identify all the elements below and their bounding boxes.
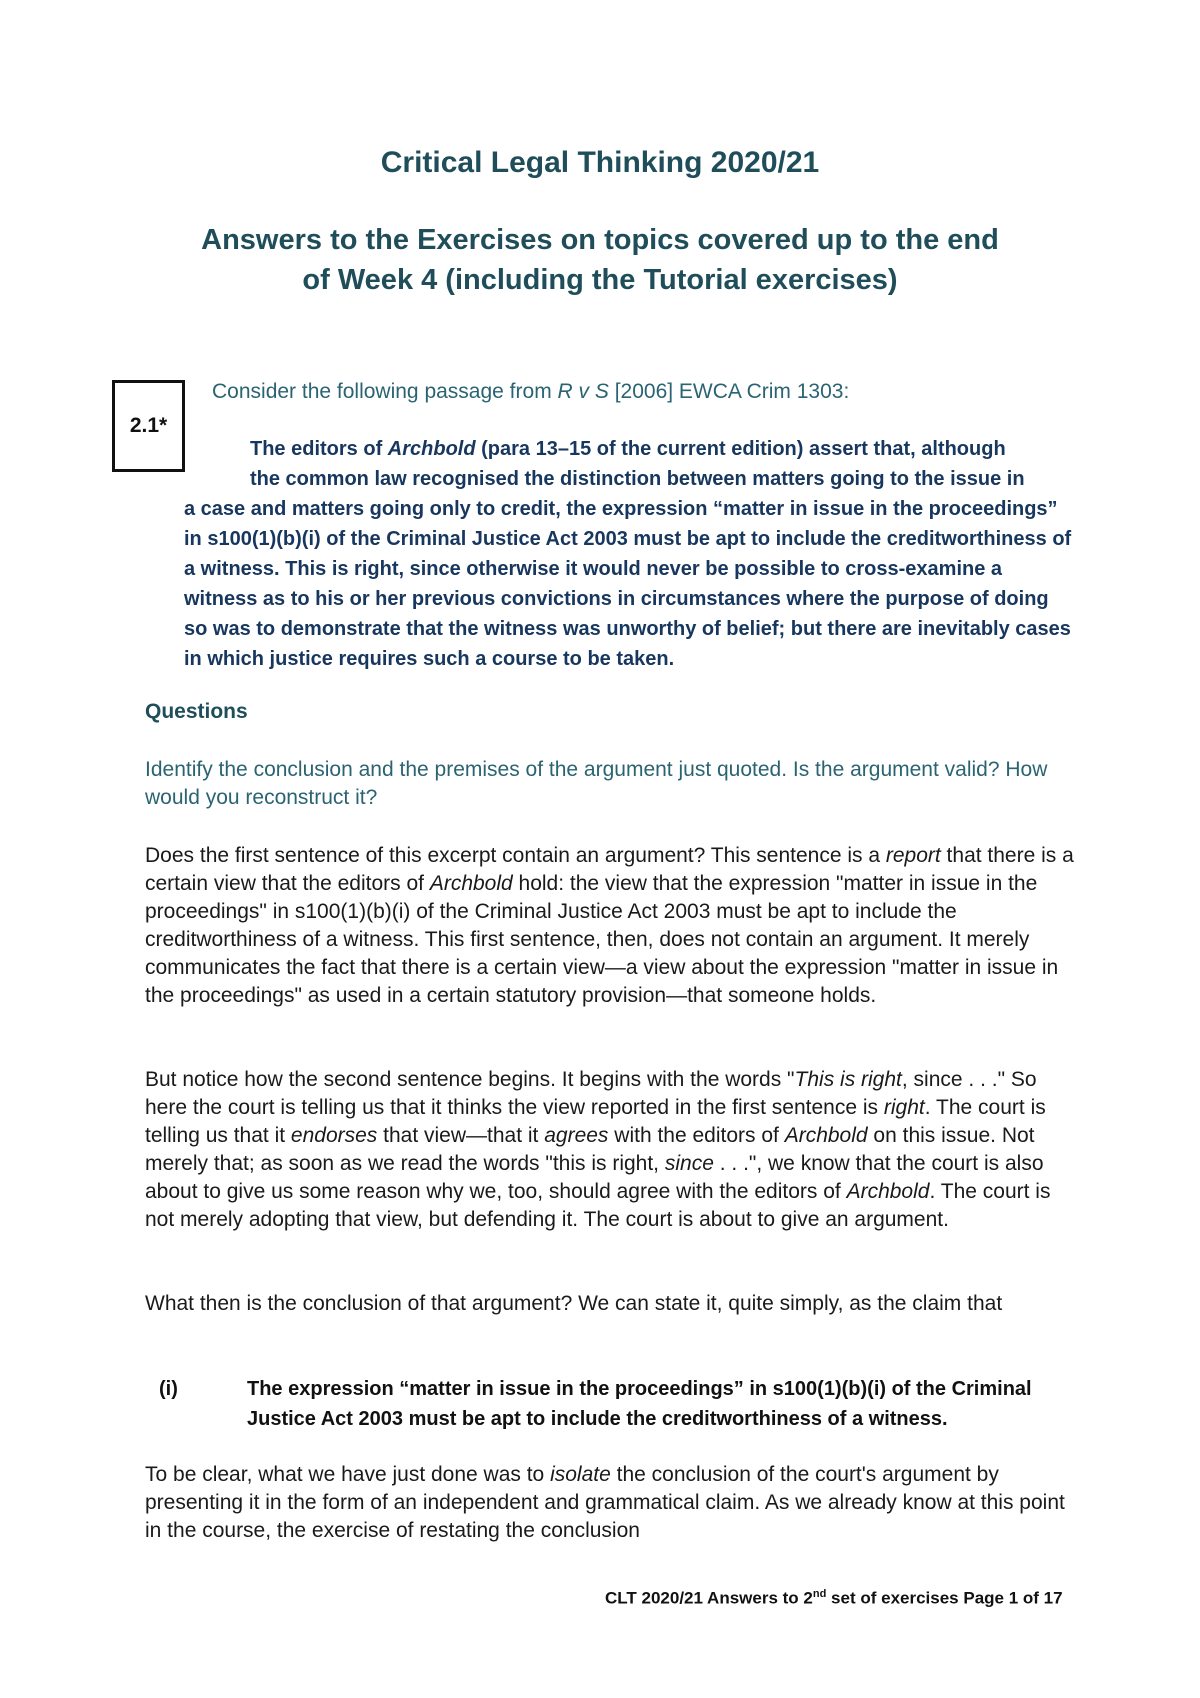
text: But notice how the second sentence begins. It begins with the words "	[145, 1068, 795, 1091]
questions-heading: Questions	[145, 700, 248, 723]
quoted-passage	[184, 434, 1074, 674]
subtitle-line-1: Answers to the Exercises on topics covered up to the end	[201, 224, 999, 256]
emphasis: endorses	[290, 1124, 378, 1147]
question-text: Identify the conclusion and the premises of the argument just quoted. Is the argument valid? How would you reconstruct it?	[145, 758, 1048, 809]
emphasis: Archbold	[429, 872, 513, 895]
claim-text: The expression “matter in issue in the proceedings” in s100(1)(b)(i) of the Criminal Justice Act 2003 must be apt to include the creditworthiness of a witness.	[247, 1378, 1032, 1430]
quote-text: (para 13–15 of the current edition) assert that, although	[475, 438, 1006, 460]
paragraph-5	[145, 1461, 1075, 1545]
exercise-intro	[212, 380, 849, 404]
text: the conclusion of the court's argument by presenting it in the form of an independent and grammatical claim. As we already know at this point in the course, the exercise of restating the conclusion	[145, 1463, 1065, 1542]
emphasis: Archbold	[846, 1180, 930, 1203]
emphasis: Archbold	[784, 1124, 868, 1147]
case-citation: [2006] EWCA Crim 1303:	[608, 380, 850, 403]
claim-label: (i)	[159, 1378, 178, 1400]
paragraph-3: What then is the conclusion of that argument? We can state it, quite simply, as the claim that	[145, 1292, 1003, 1315]
emphasis: isolate	[550, 1463, 611, 1486]
text: that there is a certain view that the editors of	[145, 844, 1074, 895]
text: , since . . ." So here the court is telling us that it thinks the view reported in the first sentence is	[145, 1068, 1037, 1119]
page-footer	[605, 1588, 1063, 1609]
text: . The court is telling us that it	[145, 1096, 1046, 1147]
quote-line-2: the common law recognised the distinction between matters going to the issue in	[250, 468, 1025, 490]
emphasis: report	[885, 844, 941, 867]
text: . The court is not merely adopting that view, but defending it. The court is about to give an argument.	[145, 1180, 1051, 1231]
intro-text: Consider the following passage from	[212, 380, 558, 403]
text: that view—that it	[377, 1124, 545, 1147]
exercise-number-box: 2.1*	[112, 380, 185, 472]
footer-superscript: nd	[812, 1588, 827, 1600]
text: . . .", we know that the court is also about to give us some reason why we, too, should agree with the editors of	[145, 1152, 1044, 1203]
text: To be clear, what we have just done was to	[145, 1463, 551, 1486]
quote-text: The editors of	[250, 438, 388, 460]
text: hold: the view that the expression "matter in issue in the proceedings" in s100(1)(b)(i) of the Criminal Justice Act 2003 must be apt to include the creditworthiness of a witness. This first sentence, then, does not contain an argument. It merely communicates the fact that there is a certain view—a view about the expression "matter in issue in the proceedings" as used in a certain statutory provision—that someone holds.	[145, 872, 1059, 1007]
text: on this issue. Not merely that; as soon as we read the words "this is right,	[145, 1124, 1035, 1175]
case-name: R v S	[557, 380, 609, 403]
document-title: Critical Legal Thinking 2020/21	[380, 146, 820, 179]
emphasis: This is right	[794, 1068, 902, 1091]
document-subtitle	[0, 220, 1200, 300]
emphasis: since	[664, 1152, 714, 1175]
paragraph-2	[145, 1066, 1075, 1234]
emphasis: right	[883, 1096, 925, 1119]
quote-line-1	[184, 434, 1074, 464]
footer-page-number: set of exercises Page 1 of 17	[826, 1588, 1063, 1608]
quote-rest: a case and matters going only to credit, the expression “matter in issue in the proceedings” in s100(1)(b)(i) of the Criminal Justice Act 2003 must be apt to include the creditworthiness of a witness. This is right, since otherwise it would never be possible to cross-examine a witness as to his or her previous convictions in circumstances where the purpose of doing so was to demonstrate that the witness was unworthy of belief; but there are inevitably cases in which justice requires such a course to be taken.	[184, 498, 1072, 670]
subtitle-line-2: of Week 4 (including the Tutorial exercises)	[302, 264, 898, 296]
quote-archbold: Archbold	[387, 438, 476, 460]
numbered-claim	[145, 1374, 1075, 1434]
text: Does the first sentence of this excerpt contain an argument? This sentence is a	[145, 844, 886, 867]
emphasis: agrees	[544, 1124, 609, 1147]
text: with the editors of	[608, 1124, 785, 1147]
footer-text: CLT 2020/21 Answers to 2	[605, 1588, 813, 1608]
paragraph-1	[145, 842, 1075, 1010]
